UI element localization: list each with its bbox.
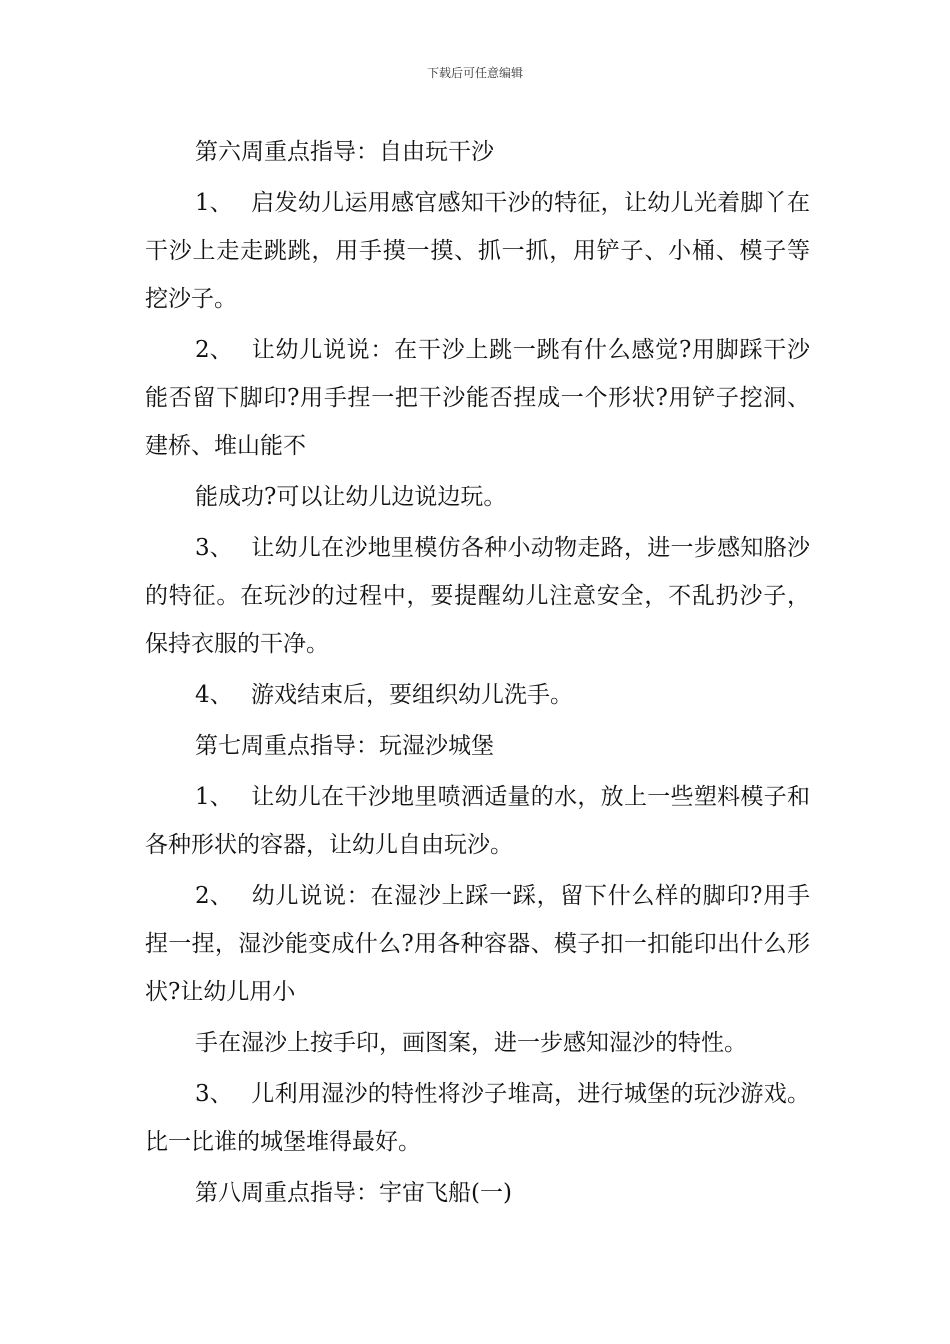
- page-header-note: 下载后可任意编辑: [426, 66, 523, 80]
- item-text: 启发幼儿运用感官感知干沙的特征，让幼儿光着脚丫在干沙上走走跳跳，用手摸一摸、抓一抓，用铲子、小桶、模子等挖沙子。: [145, 190, 810, 312]
- item-number: 4、: [195, 682, 233, 708]
- list-item: [145, 773, 810, 869]
- list-item: [145, 524, 810, 668]
- item-text: 游戏结束后，要组织幼儿洗手。: [251, 682, 573, 708]
- item-number: 1、: [195, 190, 233, 216]
- list-item: [145, 1070, 810, 1166]
- document-body: [145, 128, 810, 1220]
- item-continuation: 手在湿沙上按手印，画图案，进一步感知湿沙的特性。: [195, 1030, 747, 1056]
- item-text: 让幼儿说说：在干沙上跳一跳有什么感觉?用脚踩干沙能否留下脚印?用手捏一把干沙能否捏成一个形状?用铲子挖洞、建桥、堆山能不: [145, 337, 810, 459]
- item-number: 2、: [195, 337, 233, 363]
- item-text: 儿利用湿沙的特性将沙子堆高，进行城堡的玩沙游戏。比一比谁的城堡堆得最好。: [145, 1081, 810, 1155]
- item-text: 幼儿说说：在湿沙上踩一踩，留下什么样的脚印?用手捏一捏，湿沙能变成什么?用各种容器、模子扣一扣能印出什么形状?让幼儿用小: [145, 883, 810, 1005]
- item-number: 3、: [195, 1081, 233, 1107]
- item-number: 2、: [195, 883, 233, 909]
- item-text: 让幼儿在干沙地里喷洒适量的水，放上一些塑料模子和各种形状的容器，让幼儿自由玩沙。: [145, 784, 810, 858]
- item-continuation: 能成功?可以让幼儿边说边玩。: [195, 484, 507, 510]
- list-item: [145, 872, 810, 1016]
- item-number: 3、: [195, 535, 233, 561]
- list-item: [145, 671, 810, 719]
- item-text: 让幼儿在沙地里模仿各种小动物走路，进一步感知胳沙的特征。在玩沙的过程中，要提醒幼儿注意安全，不乱扔沙子，保持衣服的干净。: [145, 535, 810, 657]
- item-number: 1、: [195, 784, 233, 810]
- section-heading: 第六周重点指导：自由玩干沙: [195, 139, 494, 165]
- list-item: [145, 326, 810, 470]
- list-item: [145, 179, 810, 323]
- section-heading: 第七周重点指导：玩湿沙城堡: [195, 733, 494, 759]
- section-heading: 第八周重点指导：宇宙飞船(一): [195, 1180, 512, 1206]
